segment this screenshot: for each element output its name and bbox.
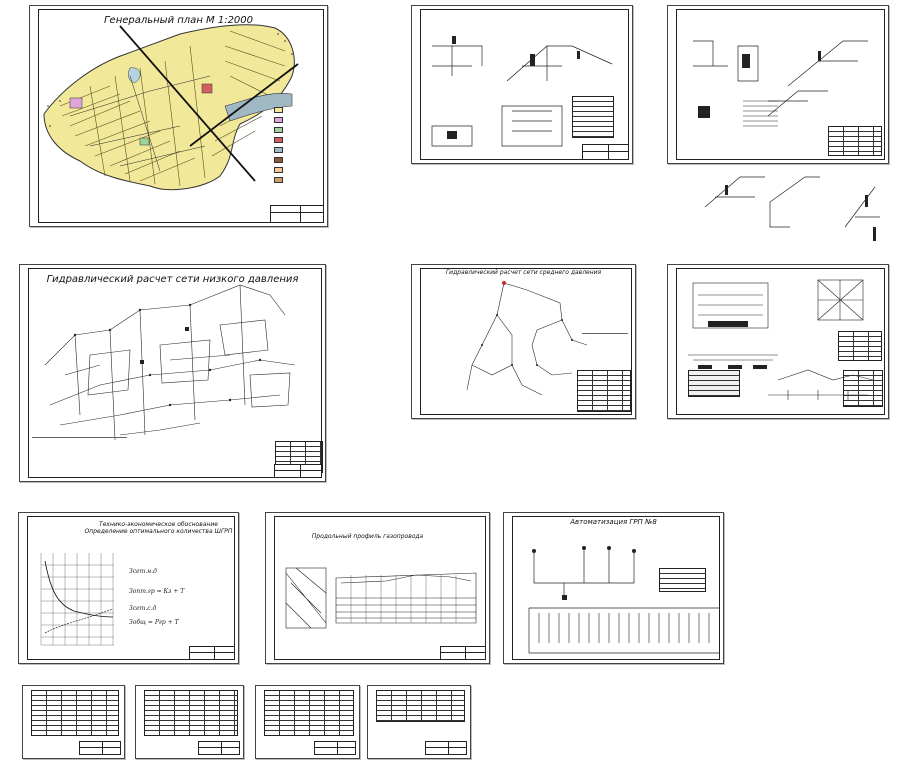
- specification-table: [31, 690, 119, 736]
- sheet-gas-scheme[interactable]: [411, 5, 633, 164]
- sheet-title: Автоматизация ГРП №8: [570, 518, 657, 526]
- green-area: [140, 138, 149, 145]
- formula-text: Зопт.гр = Кз + Т: [129, 588, 185, 595]
- gas-scheme-drawing: [412, 6, 632, 163]
- legend-block: [582, 333, 628, 359]
- sheet-specification-2[interactable]: [135, 685, 244, 759]
- title-block: [79, 741, 121, 755]
- legend-swatch: [274, 167, 283, 173]
- legend-swatch: [274, 177, 283, 183]
- sheet-general-plan[interactable]: [29, 5, 328, 227]
- title-block: [440, 646, 486, 660]
- red-area: [202, 84, 212, 93]
- sheet-automation-grp[interactable]: [503, 512, 724, 664]
- title-block: [425, 741, 467, 755]
- legend-swatch: [274, 157, 283, 163]
- specification-table: [572, 96, 614, 138]
- sheet-title: Гидравлический расчет сети среднего давления: [445, 269, 602, 276]
- profile-drawing: [266, 513, 489, 663]
- grp-table: [688, 370, 740, 397]
- title-block: [582, 144, 629, 160]
- grp-table: [838, 331, 882, 361]
- legend-block: [274, 101, 320, 201]
- pink-area: [70, 98, 82, 108]
- formula-text: Зсет.н.д: [129, 568, 157, 575]
- sheet-longitudinal-profile[interactable]: [265, 512, 490, 664]
- sheet-gas-scheme-2[interactable]: [667, 5, 889, 164]
- legend-swatch: [274, 117, 283, 123]
- title-block: [314, 741, 356, 755]
- sheet-hydraulic-low-pressure[interactable]: [19, 264, 326, 482]
- sheet-subtitle: Определение оптимального количества ШГРП: [84, 528, 233, 535]
- specification-table: [264, 690, 354, 736]
- title-block: [274, 464, 322, 478]
- legend-swatch: [274, 147, 283, 153]
- sheet-title: Гидравлический расчет сети низкого давления: [46, 274, 299, 285]
- sheet-title: Технико-экономическое обоснование: [99, 521, 218, 528]
- sheet-specification-3[interactable]: [255, 685, 360, 759]
- sheet-title: Продольный профиль газопровода: [311, 533, 424, 540]
- formula-text: Зсет.с.д: [129, 605, 157, 612]
- specification-table: [828, 126, 882, 156]
- specification-table: [144, 690, 238, 736]
- legend-block: [32, 437, 127, 478]
- formula-text: Зобщ = Ргр + Т: [129, 619, 179, 626]
- legend-swatch: [274, 107, 283, 113]
- title-block: [189, 646, 235, 660]
- sheet-specification-1[interactable]: [22, 685, 125, 759]
- sheet-grp-details[interactable]: [667, 264, 889, 419]
- specification-table: [376, 690, 465, 722]
- automation-legend-table: [659, 568, 706, 592]
- sheet-specification-4[interactable]: [367, 685, 471, 759]
- sheet-title: Генеральный план М 1:2000: [103, 15, 254, 26]
- title-block: [270, 205, 324, 223]
- title-block: [198, 741, 240, 755]
- legend-swatch: [274, 127, 283, 133]
- sheet-technical-economic[interactable]: [18, 512, 239, 664]
- pipeline-fragment-drawing: [695, 167, 885, 247]
- results-table: [577, 370, 631, 412]
- legend-swatch: [274, 137, 283, 143]
- sheet-hydraulic-medium-pressure[interactable]: [411, 264, 636, 419]
- grp-table: [843, 370, 883, 407]
